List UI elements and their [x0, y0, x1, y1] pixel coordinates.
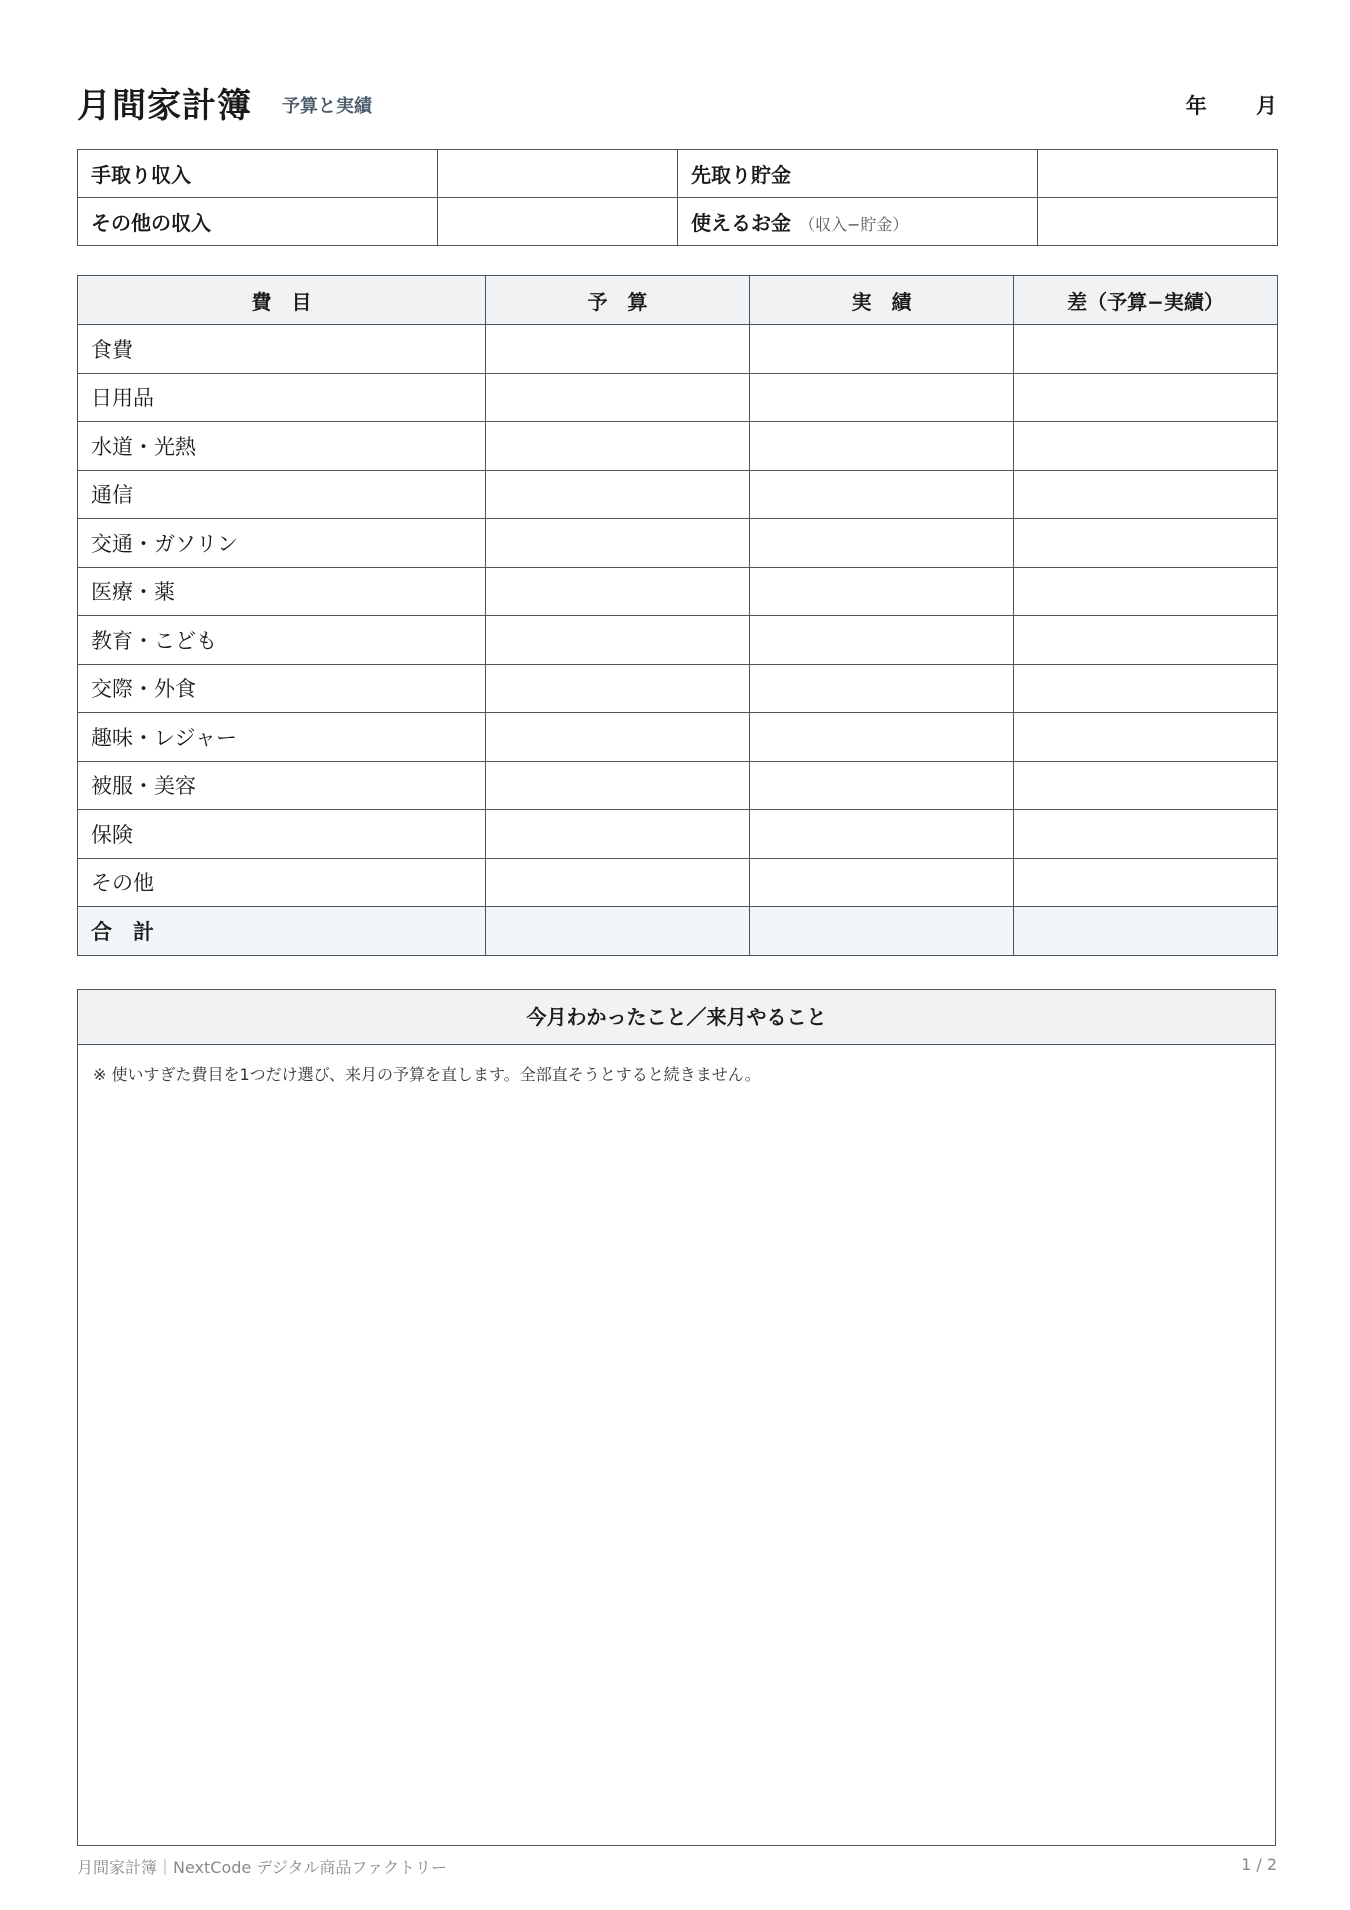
- budget-header-row: [78, 276, 1278, 325]
- table-row: [78, 470, 1278, 519]
- budget-body: [78, 325, 1278, 956]
- actual-cell[interactable]: [750, 325, 1014, 374]
- actual-cell[interactable]: [750, 761, 1014, 810]
- footer-text: 月間家計簿｜NextCode デジタル商品ファクトリー: [77, 1858, 448, 1877]
- header-category: 費 目: [78, 276, 486, 325]
- savings-input[interactable]: [1038, 150, 1278, 198]
- budget-cell[interactable]: [486, 422, 750, 471]
- budget-cell[interactable]: [486, 567, 750, 616]
- budget-table: [77, 275, 1278, 956]
- budget-cell[interactable]: [486, 664, 750, 713]
- actual-cell[interactable]: [750, 422, 1014, 471]
- difference-cell[interactable]: [1014, 470, 1278, 519]
- budget-cell[interactable]: [486, 907, 750, 956]
- budget-cell[interactable]: [486, 713, 750, 762]
- header-actual: 実 績: [750, 276, 1014, 325]
- category-label: 日用品: [78, 373, 486, 422]
- month-label: 月: [1256, 94, 1277, 118]
- table-row: [78, 810, 1278, 859]
- table-row: [78, 664, 1278, 713]
- notes-box[interactable]: [77, 989, 1276, 1846]
- income-row: [78, 198, 1278, 246]
- table-row: [78, 567, 1278, 616]
- budget-cell[interactable]: [486, 470, 750, 519]
- difference-cell[interactable]: [1014, 761, 1278, 810]
- difference-cell[interactable]: [1014, 907, 1278, 956]
- actual-cell[interactable]: [750, 616, 1014, 665]
- difference-cell[interactable]: [1014, 567, 1278, 616]
- page-number: 1 / 2: [1241, 1855, 1277, 1874]
- actual-cell[interactable]: [750, 567, 1014, 616]
- table-row: [78, 422, 1278, 471]
- table-row: [78, 325, 1278, 374]
- category-label: 教育・こども: [78, 616, 486, 665]
- other-income-input[interactable]: [438, 198, 678, 246]
- notes-heading: 今月わかったこと／来月やること: [78, 990, 1275, 1045]
- savings-label: 先取り貯金: [678, 150, 1038, 198]
- header-difference: 差（予算−実績）: [1014, 276, 1278, 325]
- category-label: 被服・美容: [78, 761, 486, 810]
- actual-cell[interactable]: [750, 713, 1014, 762]
- difference-cell[interactable]: [1014, 664, 1278, 713]
- income-row: [78, 150, 1278, 198]
- page-title: 月間家計簿: [77, 86, 252, 126]
- header-budget: 予 算: [486, 276, 750, 325]
- actual-cell[interactable]: [750, 810, 1014, 859]
- difference-cell[interactable]: [1014, 810, 1278, 859]
- category-label: 保険: [78, 810, 486, 859]
- budget-cell[interactable]: [486, 325, 750, 374]
- date-field: [1186, 90, 1277, 120]
- category-label: 交通・ガソリン: [78, 519, 486, 568]
- difference-cell[interactable]: [1014, 713, 1278, 762]
- actual-cell[interactable]: [750, 664, 1014, 713]
- budget-cell[interactable]: [486, 519, 750, 568]
- difference-cell[interactable]: [1014, 325, 1278, 374]
- actual-cell[interactable]: [750, 519, 1014, 568]
- page: [77, 0, 1277, 1910]
- actual-cell[interactable]: [750, 470, 1014, 519]
- take-home-label: 手取り収入: [78, 150, 438, 198]
- year-label: 年: [1185, 94, 1207, 118]
- category-label: 通信: [78, 470, 486, 519]
- category-label: その他: [78, 858, 486, 907]
- difference-cell[interactable]: [1014, 616, 1278, 665]
- budget-cell[interactable]: [486, 616, 750, 665]
- spendable-note: （収入−貯金）: [799, 215, 909, 234]
- difference-cell[interactable]: [1014, 422, 1278, 471]
- total-label: 合 計: [78, 907, 486, 956]
- category-label: 食費: [78, 325, 486, 374]
- budget-cell[interactable]: [486, 761, 750, 810]
- total-row: [78, 907, 1278, 956]
- category-label: 趣味・レジャー: [78, 713, 486, 762]
- category-label: 医療・薬: [78, 567, 486, 616]
- budget-cell[interactable]: [486, 810, 750, 859]
- budget-cell[interactable]: [486, 858, 750, 907]
- budget-cell[interactable]: [486, 373, 750, 422]
- table-row: [78, 713, 1278, 762]
- spendable-input[interactable]: [1038, 198, 1278, 246]
- spendable-label: 使えるお金: [691, 211, 791, 235]
- difference-cell[interactable]: [1014, 858, 1278, 907]
- category-label: 水道・光熱: [78, 422, 486, 471]
- notes-hint: ※ 使いすぎた費目を1つだけ選び、来月の予算を直します。全部直そうとすると続きません。: [93, 1065, 761, 1084]
- page-footer: [77, 1855, 1277, 1878]
- income-table: [77, 149, 1278, 246]
- difference-cell[interactable]: [1014, 519, 1278, 568]
- actual-cell[interactable]: [750, 373, 1014, 422]
- table-row: [78, 373, 1278, 422]
- page-subtitle: 予算と実績: [282, 96, 372, 117]
- other-income-label: その他の収入: [78, 198, 438, 246]
- difference-cell[interactable]: [1014, 373, 1278, 422]
- category-label: 交際・外食: [78, 664, 486, 713]
- take-home-input[interactable]: [438, 150, 678, 198]
- actual-cell[interactable]: [750, 858, 1014, 907]
- table-row: [78, 519, 1278, 568]
- table-row: [78, 858, 1278, 907]
- spendable-cell: [678, 198, 1038, 246]
- page-header: [77, 78, 1277, 126]
- table-row: [78, 616, 1278, 665]
- actual-cell[interactable]: [750, 907, 1014, 956]
- table-row: [78, 761, 1278, 810]
